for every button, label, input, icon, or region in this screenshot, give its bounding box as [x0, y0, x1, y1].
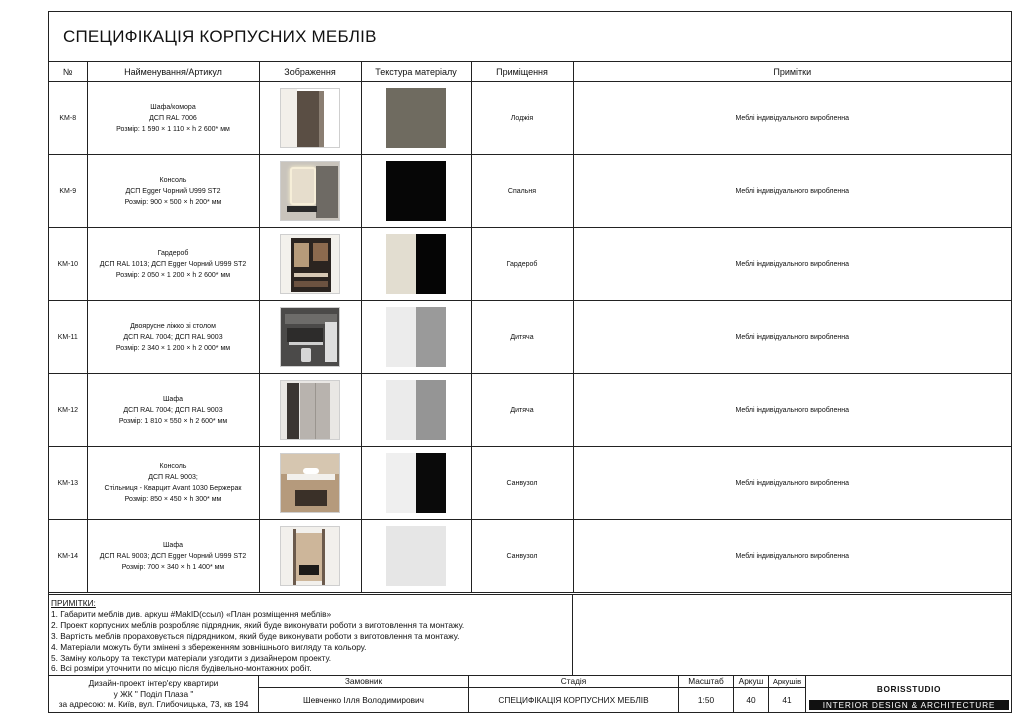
note-line: 3. Вартість меблів прораховується підрядником, який буде виконувати роботи з виготовлення та монтажу.: [51, 630, 460, 641]
closet-photo: [280, 380, 340, 440]
page-title: СПЕЦИФІКАЦІЯ КОРПУСНИХ МЕБЛІВ: [63, 27, 377, 46]
vanity-console-photo: [280, 453, 340, 513]
table-row: [49, 155, 1011, 228]
spec-table: [49, 62, 1011, 593]
item-image-cell: [259, 155, 361, 228]
item-id: KM-11: [49, 301, 87, 374]
swatch-left: [386, 453, 416, 513]
sheets-value: 41: [769, 688, 806, 713]
item-name-cell: [87, 155, 259, 228]
notes-block: [49, 594, 573, 675]
bunk-bed-desk-photo: [280, 307, 340, 367]
item-note: Меблі індивідуального виробленна: [573, 520, 1011, 593]
wardrobe-narrow-photo: [280, 88, 340, 148]
item-spec-line: ДСП RAL 7006: [149, 114, 197, 122]
item-spec-line: Розмір: 1 590 × 1 110 × h 2 600* мм: [116, 125, 230, 133]
item-name-cell: [87, 447, 259, 520]
item-texture-cell: [361, 374, 471, 447]
stage-value: СПЕЦИФІКАЦІЯ КОРПУСНИХ МЕБЛІВ: [469, 688, 679, 713]
item-room: Санвузол: [471, 520, 573, 593]
item-spec-line: Стільниця - Кварцит Avant 1030 Бержерак: [104, 485, 242, 492]
item-image-cell: [259, 374, 361, 447]
item-note: Меблі індивідуального виробленна: [573, 155, 1011, 228]
note-line: 4. Матеріали можуть бути змінені з збереженням зовнішнього вигляду та кольору.: [51, 641, 367, 652]
item-note: Меблі індивідуального виробленна: [573, 82, 1011, 155]
table-row: [49, 447, 1011, 520]
item-spec-line: Розмір: 1 810 × 550 × h 2 600* мм: [118, 417, 228, 425]
table-row: [49, 520, 1011, 593]
item-spec-line: Розмір: 850 × 450 × h 300* мм: [124, 496, 222, 503]
item-note: Меблі індивідуального виробленна: [573, 447, 1011, 520]
scale-label: Масштаб: [679, 676, 734, 688]
material-swatch: [386, 526, 446, 586]
item-name: Шафа: [163, 395, 183, 403]
item-room: Гардероб: [471, 228, 573, 301]
item-spec-line: ДСП RAL 7004; ДСП RAL 9003: [123, 333, 223, 341]
notes-heading: ПРИМІТКИ:: [51, 598, 96, 608]
swatch-right: [416, 234, 446, 294]
brand-logo: BORISSTUDIO: [876, 684, 942, 694]
item-id: KM-8: [49, 82, 87, 155]
item-note: Меблі індивідуального виробленна: [573, 228, 1011, 301]
item-texture-cell: [361, 155, 471, 228]
item-texture-cell: [361, 447, 471, 520]
item-note: Меблі індивідуального виробленна: [573, 301, 1011, 374]
swatch-left: [386, 307, 416, 367]
item-image-cell: [259, 228, 361, 301]
item-id: KM-12: [49, 374, 87, 447]
item-texture-cell: [361, 82, 471, 155]
item-spec-line: ДСП RAL 9003; ДСП Egger Чорний U999 ST2: [99, 552, 247, 560]
item-id: KM-14: [49, 520, 87, 593]
item-spec-line: ДСП RAL 7004; ДСП RAL 9003: [123, 406, 223, 414]
item-room: Санвузол: [471, 447, 573, 520]
drawing-sheet: [48, 11, 1012, 713]
col-num: №: [49, 62, 87, 82]
item-spec-line: ДСП Egger Чорний U999 ST2: [125, 187, 221, 195]
item-spec-line: Розмір: 2 340 × 1 200 × h 2 000* мм: [115, 344, 231, 352]
item-note: Меблі індивідуального виробленна: [573, 374, 1011, 447]
notes-blank-area: [573, 594, 1011, 675]
item-room: Дитяча: [471, 301, 573, 374]
customer-value: Шевченко Ілля Володимирович: [259, 688, 469, 713]
item-spec-line: ДСП RAL 9003;: [148, 474, 198, 481]
item-id: KM-10: [49, 228, 87, 301]
scale-value: 1:50: [679, 688, 734, 713]
item-spec-line: ДСП RAL 1013; ДСП Egger Чорний U999 ST2: [99, 260, 247, 268]
material-swatch: [386, 88, 446, 148]
table-row: [49, 301, 1011, 374]
console-mirror-photo: [280, 161, 340, 221]
item-spec-line: Розмір: 700 × 340 × h 1 400* мм: [121, 563, 225, 571]
material-swatch: [386, 307, 446, 367]
item-spec-line: Розмір: 900 × 500 × h 200* мм: [124, 198, 222, 206]
table-row: [49, 374, 1011, 447]
open-wardrobe-photo: [280, 234, 340, 294]
table-header: [49, 62, 1011, 82]
swatch-right: [416, 380, 446, 440]
note-line: 1. Габарити меблів див. аркуш #MakID(ссыл) «План розміщення меблів»: [51, 608, 332, 619]
item-image-cell: [259, 447, 361, 520]
project-line-2: у ЖК " Поділ Плаза ": [113, 688, 194, 699]
sheet-value: 40: [734, 688, 769, 713]
col-image: Зображення: [259, 62, 361, 82]
table-row: [49, 82, 1011, 155]
material-swatch: [386, 161, 446, 221]
item-name: Консоль: [159, 176, 187, 184]
item-image-cell: [259, 301, 361, 374]
item-room: Спальня: [471, 155, 573, 228]
item-texture-cell: [361, 228, 471, 301]
sheets-label: Аркушів: [769, 676, 806, 688]
col-name: Найменування/Артикул: [87, 62, 259, 82]
item-name: Шафа: [163, 541, 183, 549]
item-room: Дитяча: [471, 374, 573, 447]
swatch-right: [416, 307, 446, 367]
material-swatch: [386, 380, 446, 440]
item-name: Двоярусне ліжко зі столом: [130, 322, 216, 330]
item-name-cell: [87, 374, 259, 447]
item-id: KM-13: [49, 447, 87, 520]
brand-tagline: INTERIOR DESIGN & ARCHITECTURE: [809, 700, 1009, 710]
item-name-cell: [87, 301, 259, 374]
item-spec-line: Розмір: 2 050 × 1 200 × h 2 600* мм: [115, 271, 231, 279]
material-swatch: [386, 234, 446, 294]
swatch-left: [386, 380, 416, 440]
swatch-right: [416, 453, 446, 513]
item-room: Лоджія: [471, 82, 573, 155]
project-line-1: Дизайн-проект інтер'єру квартири: [88, 678, 219, 688]
material-swatch: [386, 453, 446, 513]
customer-label: Замовник: [259, 676, 469, 688]
sheet-label: Аркуш: [734, 676, 769, 688]
bathroom-cabinet-photo: [280, 526, 340, 586]
item-image-cell: [259, 520, 361, 593]
item-image-cell: [259, 82, 361, 155]
swatch-left: [386, 234, 416, 294]
item-name-cell: [87, 82, 259, 155]
col-notes: Примітки: [573, 62, 1011, 82]
title-block: [49, 675, 1011, 713]
item-name-cell: [87, 520, 259, 593]
project-cell: [49, 676, 259, 713]
col-room: Приміщення: [471, 62, 573, 82]
note-line: 2. Проект корпусних меблів розробляє підрядник, який буде виконувати роботи з виготовлення та монтажу.: [51, 619, 465, 630]
item-name: Шафа/комора: [150, 103, 196, 111]
note-line: 6. Всі розміри уточнити по місцю після будівельно-монтажних робіт.: [51, 663, 312, 674]
project-line-3: за адресою: м. Київ, вул. Глибочицька, 73, кв 194: [58, 699, 249, 709]
stage-label: Стадія: [469, 676, 679, 688]
table-row: [49, 228, 1011, 301]
item-texture-cell: [361, 520, 471, 593]
item-texture-cell: [361, 301, 471, 374]
note-line: 5. Заміну кольору та текстури матеріали узгодити з дизайнером проекту.: [51, 652, 332, 663]
item-id: KM-9: [49, 155, 87, 228]
item-name: Гардероб: [157, 249, 189, 257]
item-name: Консоль: [159, 463, 187, 470]
item-name-cell: [87, 228, 259, 301]
col-texture: Текстура матеріалу: [361, 62, 471, 82]
title-bar: [49, 12, 1011, 62]
